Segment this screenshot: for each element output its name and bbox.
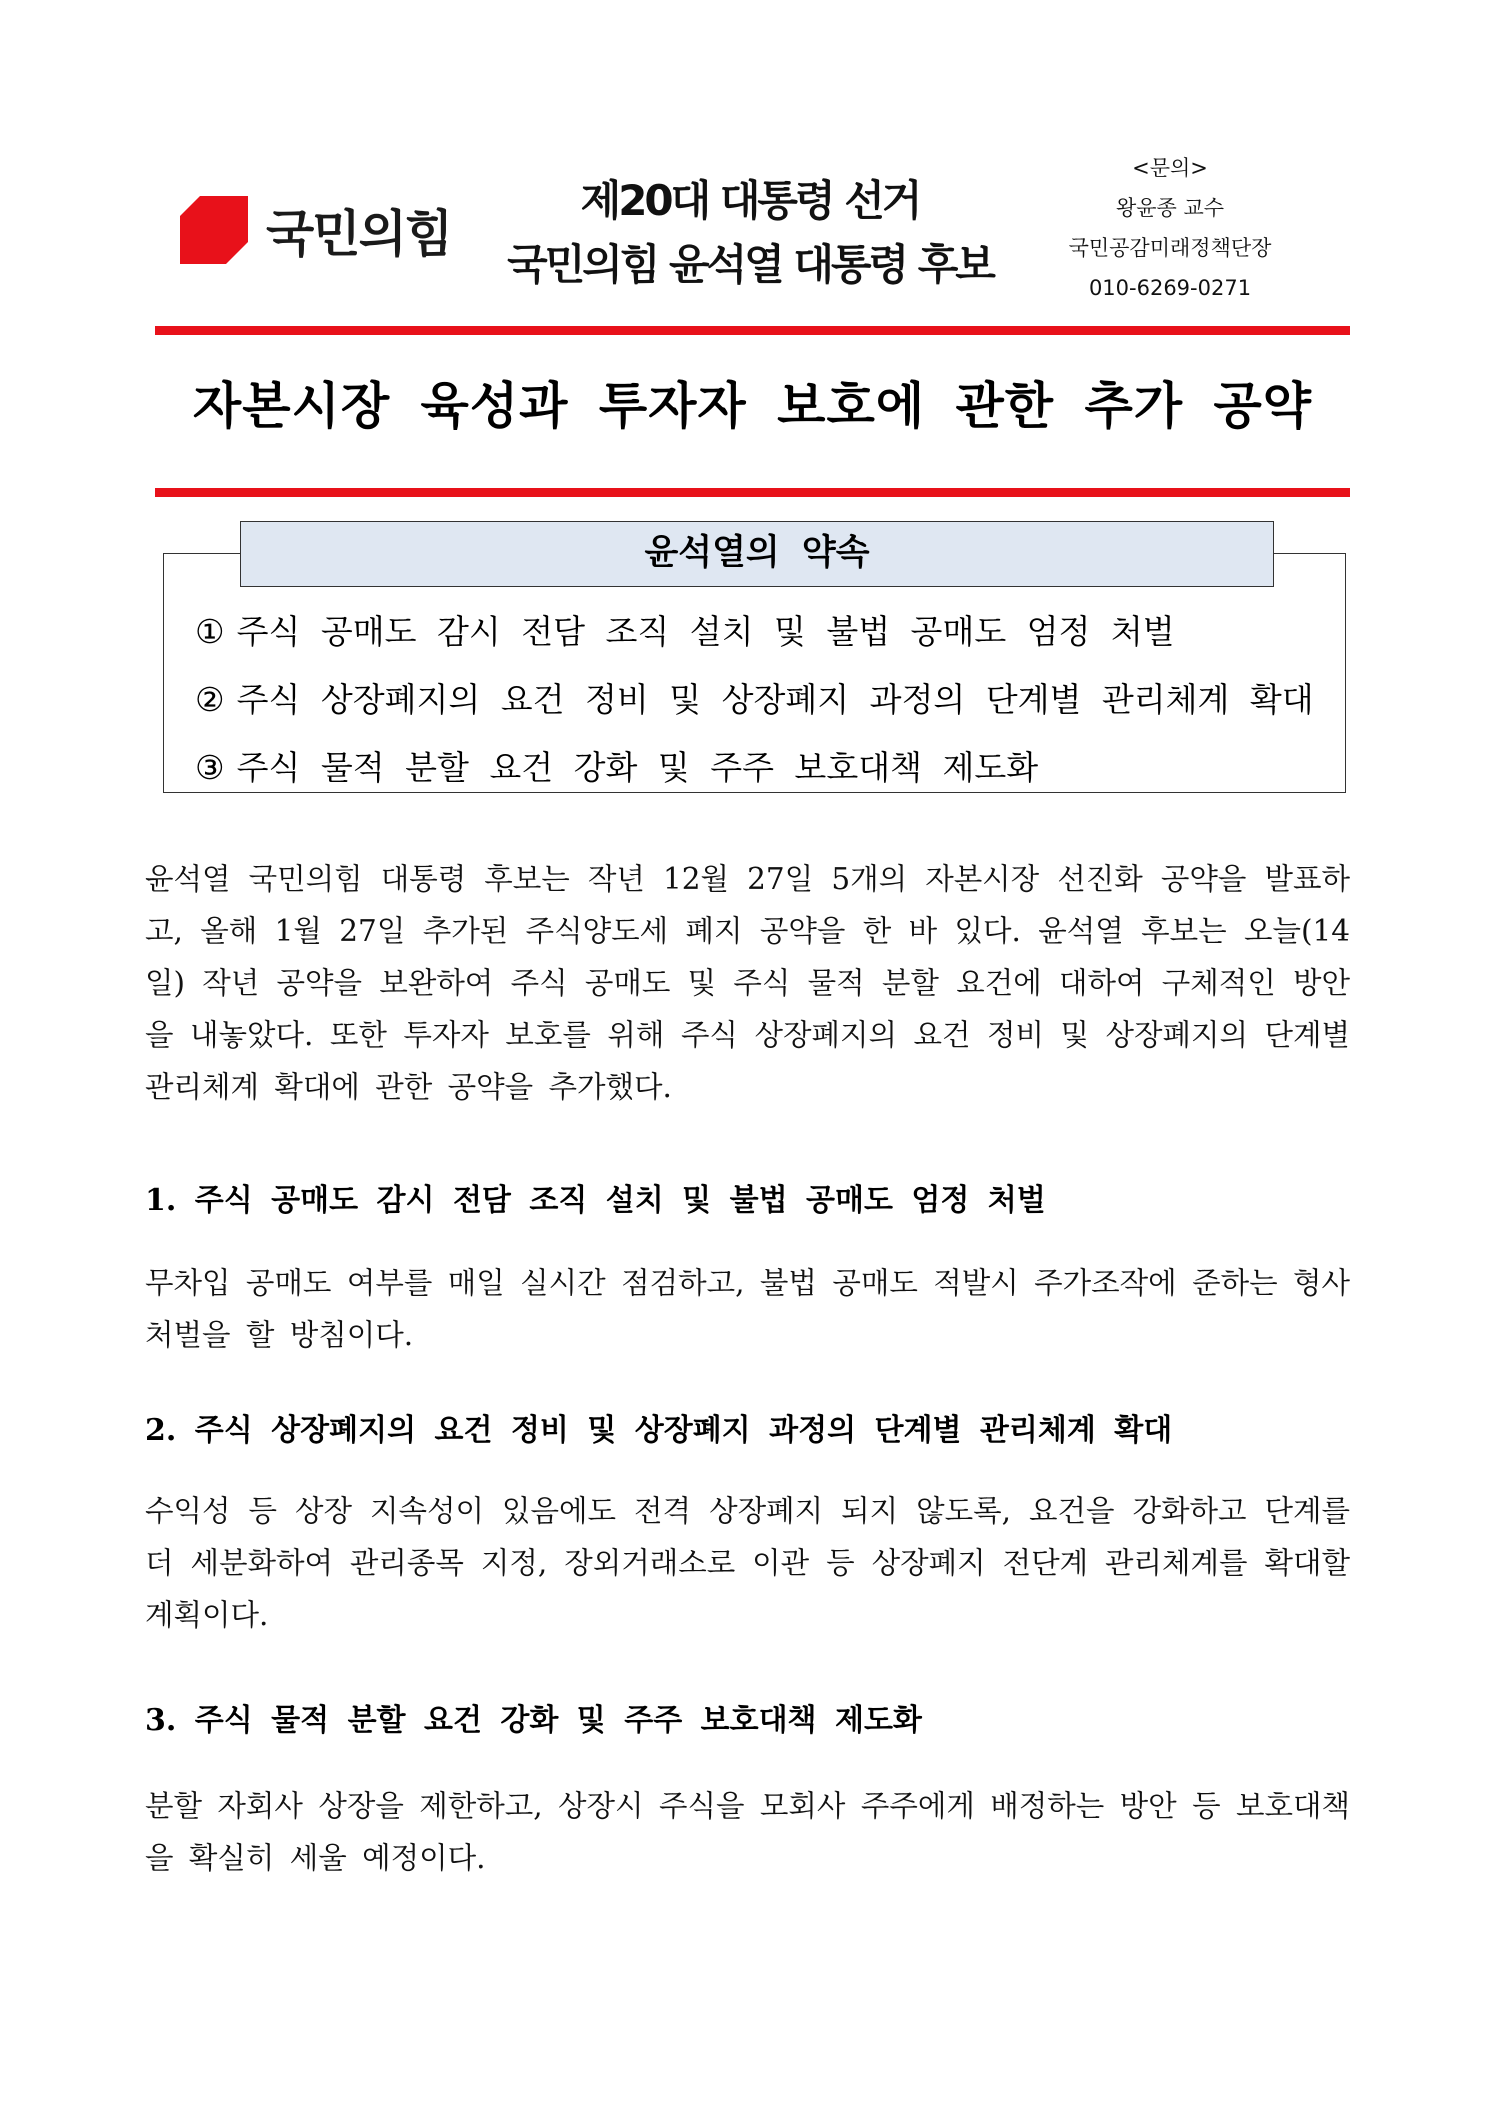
promises-heading: 윤석열의 약속 xyxy=(240,521,1274,587)
section-body: 무차입 공매도 여부를 매일 실시간 점검하고, 불법 공매도 적발시 주가조작에 준하는 형사처벌을 할 방침이다. xyxy=(145,1266,1350,1352)
contact-org: 국민공감미래정책단장 xyxy=(1068,236,1272,260)
contact-name: 왕윤종 교수 xyxy=(1115,196,1225,220)
election-title: 제20대 대통령 선거 xyxy=(580,176,920,225)
section-heading: 1. 주식 공매도 감시 전담 조직 설치 및 불법 공매도 엄정 처벌 xyxy=(145,1183,1046,1218)
contact-info xyxy=(1025,148,1315,308)
promise-number: ① xyxy=(195,612,225,651)
contact-label: <문의> xyxy=(1132,156,1208,180)
section-heading: 2. 주식 상장폐지의 요건 정비 및 상장폐지 과정의 단계별 관리체계 확대 xyxy=(145,1413,1173,1448)
promise-number: ③ xyxy=(195,748,225,787)
party-name: 국민의힘 xyxy=(266,205,452,263)
promise-text: 주식 상장폐지의 요건 정비 및 상장폐지 과정의 단계별 관리체계 확대 xyxy=(236,680,1314,719)
promise-item xyxy=(195,742,1038,789)
promise-number: ② xyxy=(195,680,225,719)
section-body: 수익성 등 상장 지속성이 있음에도 전격 상장폐지 되지 않도록, 요건을 강화하고 단계를 더 세분화하여 관리종목 지정, 장외거래소로 이관 등 상장폐지 전단계 관리체계를 확대할 계획이다. xyxy=(145,1494,1350,1632)
party-logo-icon xyxy=(180,196,248,264)
promise-item xyxy=(195,606,1175,653)
promise-text: 주식 물적 분할 요건 강화 및 주주 보호대책 제도화 xyxy=(236,748,1039,787)
document-title: 자본시장 육성과 투자자 보호에 관한 추가 공약 xyxy=(192,377,1313,435)
section-heading: 3. 주식 물적 분할 요건 강화 및 주주 보호대책 제도화 xyxy=(145,1703,922,1738)
contact-phone: 010-6269-0271 xyxy=(1088,276,1252,300)
promise-item xyxy=(195,674,1314,721)
title-top-rule xyxy=(155,326,1350,335)
party-logo xyxy=(180,190,451,270)
intro-paragraph: 윤석열 국민의힘 대통령 후보는 작년 12월 27일 5개의 자본시장 선진화 공약을 발표하고, 올해 1월 27일 추가된 주식양도세 폐지 공약을 한 바 있다. 윤석열 후보는 오늘(14일) 작년 공약을 보완하여 주식 공매도 및 주식 물적 분할 요건에 대하여 구체적인 방안을 내놓았다. 또한 투자자 보호를 위해 주식 상장폐지의 요건 정비 및 상장폐지의 단계별 관리체계 확대에 관한 공약을 추가했다. xyxy=(145,862,1350,1104)
section-body: 분할 자회사 상장을 제한하고, 상장시 주식을 모회사 주주에게 배정하는 방안 등 보호대책을 확실히 세울 예정이다. xyxy=(145,1789,1350,1875)
candidate-title: 국민의힘 윤석열 대통령 후보 xyxy=(507,240,993,289)
promise-text: 주식 공매도 감시 전담 조직 설치 및 불법 공매도 엄정 처벌 xyxy=(236,612,1175,651)
title-bottom-rule xyxy=(155,488,1350,497)
